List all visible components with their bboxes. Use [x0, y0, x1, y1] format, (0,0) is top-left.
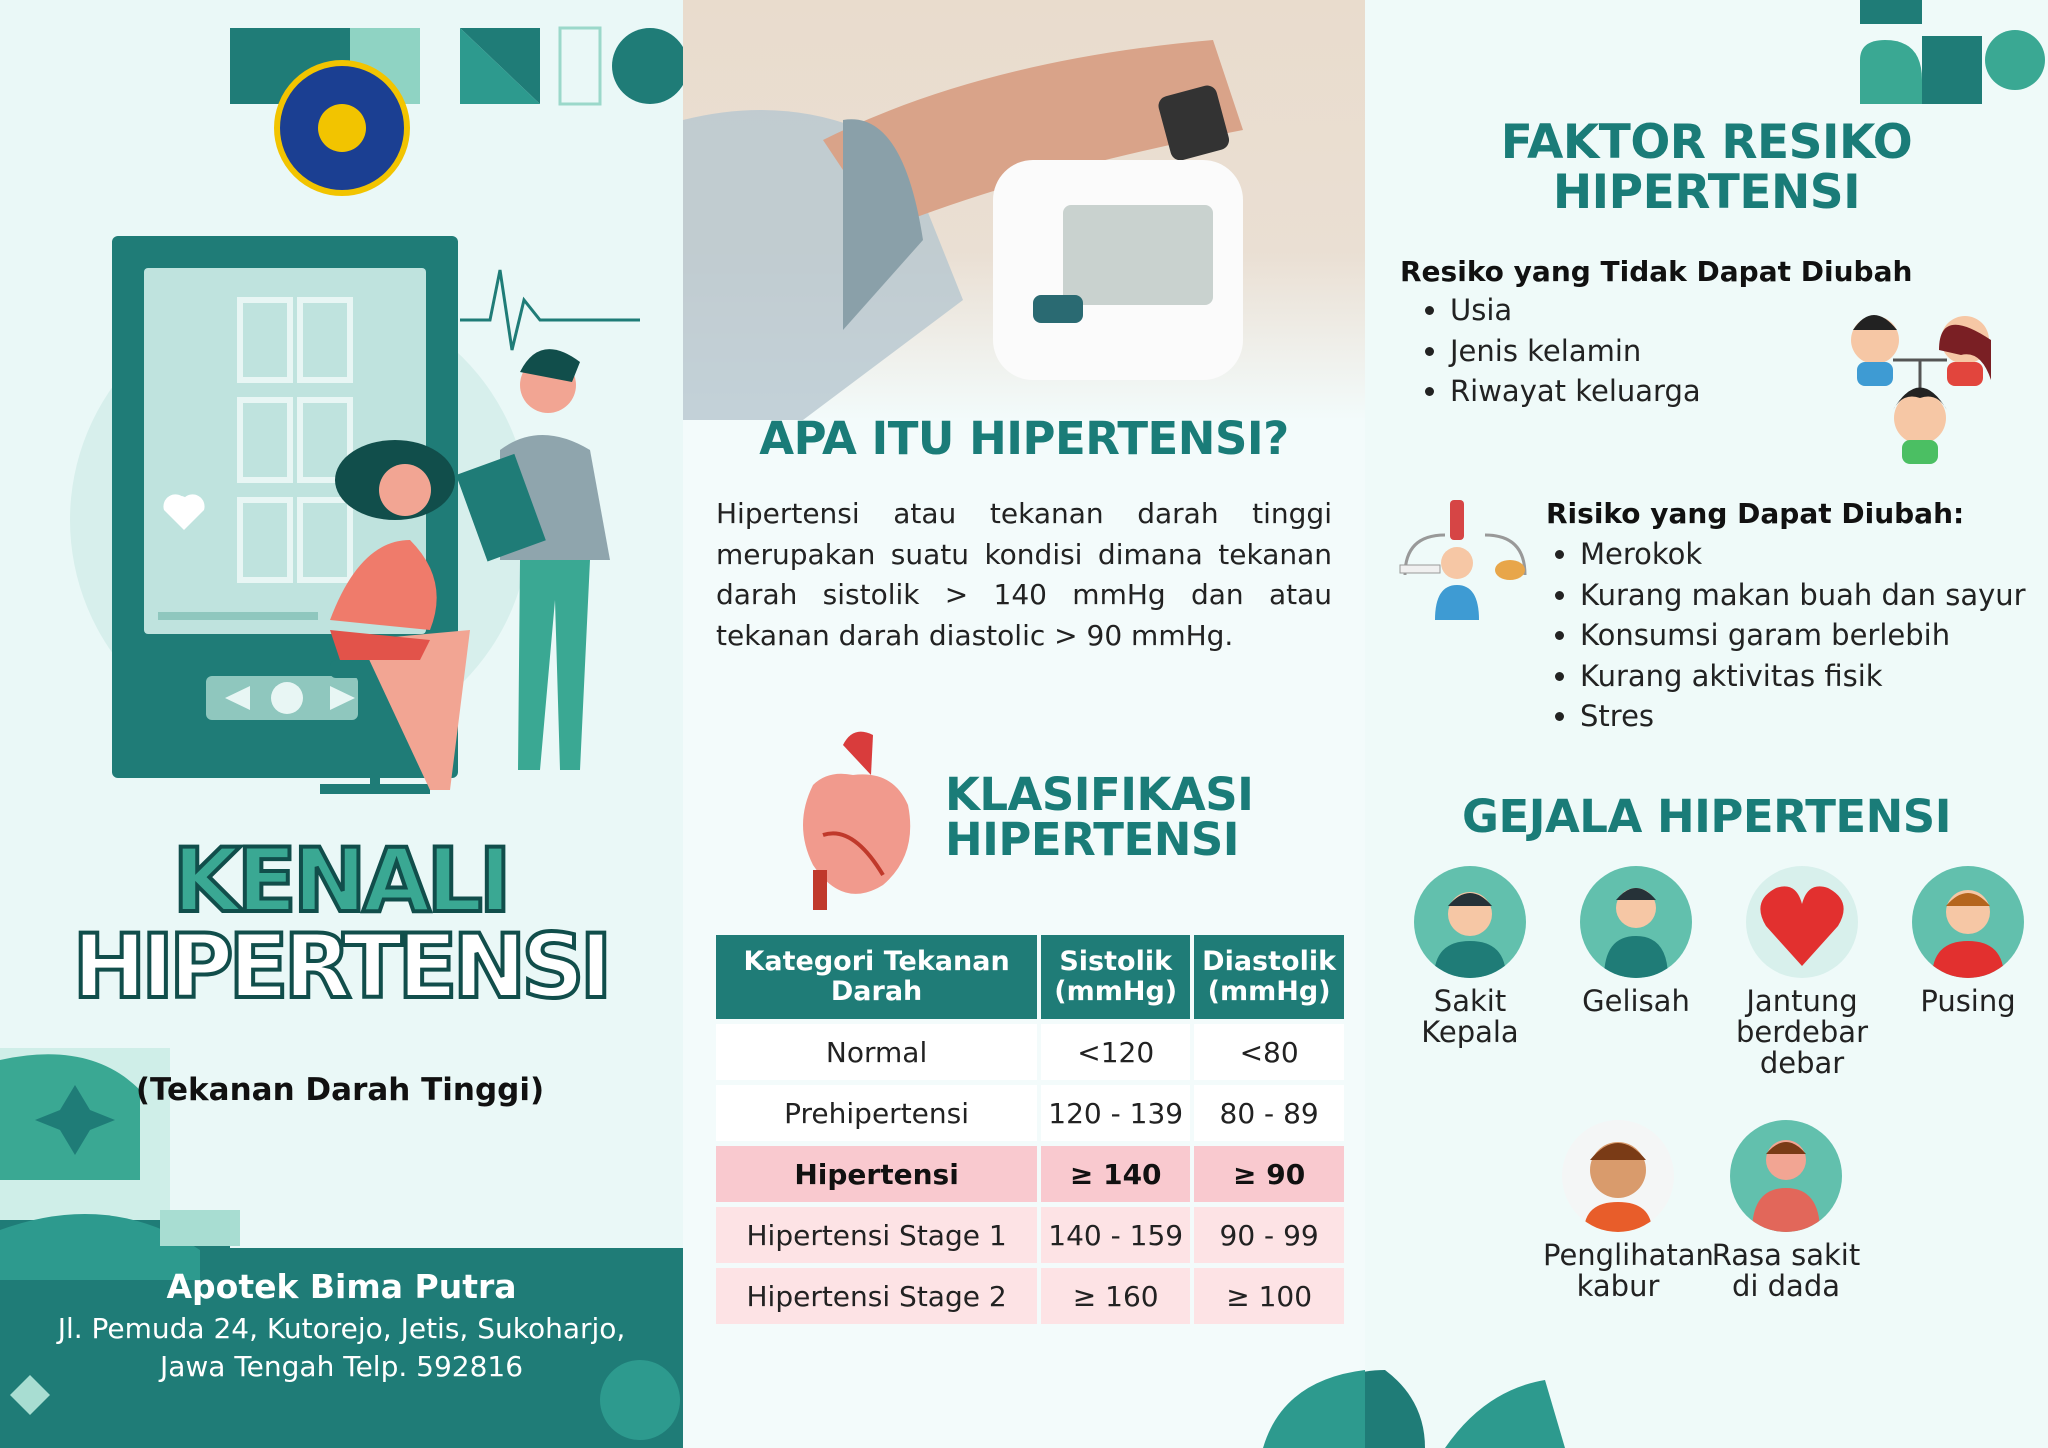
- classification-title-line2: HIPERTENSI: [945, 813, 1240, 866]
- modifiable-risk-list: [1530, 534, 2026, 737]
- table-cell: 120 - 139: [1041, 1085, 1190, 1141]
- table-cell: ≥ 90: [1194, 1146, 1344, 1202]
- symptom-label: Rasa sakit di dada: [1711, 1238, 1861, 1303]
- classification-title: [945, 768, 1254, 866]
- main-title: [60, 829, 620, 1018]
- chest-pain-icon: [1730, 1120, 1842, 1232]
- fixed-risk-title: Resiko yang Tidak Dapat Diubah: [1400, 255, 1913, 288]
- classification-table: [712, 930, 1348, 1329]
- list-item: • Stres: [1580, 696, 2026, 737]
- left-decor: [0, 0, 683, 1448]
- risk-title-line2: HIPERTENSI: [1552, 165, 1861, 220]
- fixed-risk-list: [1400, 290, 1701, 412]
- list-item: • Riwayat keluarga: [1450, 371, 1701, 412]
- list-item: • Jenis kelamin: [1450, 331, 1701, 372]
- family-icon: [1845, 300, 1995, 470]
- table-cell: ≥ 100: [1194, 1268, 1344, 1324]
- middle-panel: [683, 0, 1365, 1448]
- classification-title-line1: KLASIFIKASI: [945, 768, 1254, 821]
- subtitle: (Tekanan Darah Tinggi): [135, 1072, 545, 1108]
- beating-heart-icon: [1746, 866, 1858, 978]
- symptom-headache: [1395, 866, 1545, 1048]
- list-item: • Konsumsi garam berlebih: [1580, 615, 2026, 656]
- risk-title-line1: FAKTOR RESIKO: [1500, 115, 1913, 170]
- symptom-label: Pusing: [1920, 984, 2016, 1018]
- main-title-line1: KENALI: [172, 829, 508, 932]
- middle-bottom-decor: [683, 1360, 1365, 1448]
- table-row: [716, 1085, 1344, 1141]
- table-cell: ≥ 140: [1041, 1146, 1190, 1202]
- table-header: Kategori Tekanan Darah: [716, 935, 1037, 1019]
- symptom-anxious: [1561, 866, 1711, 1017]
- dizzy-person-icon: [1912, 866, 2024, 978]
- table-header: Diastolik (mmHg): [1194, 935, 1344, 1019]
- list-item: • Merokok: [1580, 534, 2026, 575]
- table-row: [716, 1268, 1344, 1324]
- table-cell: <80: [1194, 1024, 1344, 1080]
- table-cell: Hipertensi Stage 1: [716, 1207, 1037, 1263]
- table-cell: Hipertensi: [716, 1146, 1037, 1202]
- table-row: [716, 1024, 1344, 1080]
- bp-photo-art: [683, 0, 1365, 420]
- table-cell: ≥ 160: [1041, 1268, 1190, 1324]
- what-title: APA ITU HIPERTENSI?: [759, 412, 1289, 465]
- symptom-label: Sakit Kepala: [1421, 984, 1519, 1049]
- symptom-dizzy: [1893, 866, 2043, 1017]
- table-cell: 90 - 99: [1194, 1207, 1344, 1263]
- symptom-palpitations: [1727, 866, 1877, 1079]
- table-header-row: [716, 935, 1344, 1019]
- list-item: • Usia: [1450, 290, 1701, 331]
- list-item: • Kurang makan buah dan sayur: [1580, 575, 2026, 616]
- headache-icon: [1414, 866, 1526, 978]
- symptom-label: Jantung berdebar debar: [1735, 984, 1868, 1080]
- pharmacy-address-line1: Jl. Pemuda 24, Kutorejo, Jetis, Sukoharjo,: [57, 1312, 626, 1345]
- table-cell: 80 - 89: [1194, 1085, 1344, 1141]
- table-header: Sistolik (mmHg): [1041, 935, 1190, 1019]
- blurred-vision-icon: [1562, 1120, 1674, 1232]
- modifiable-risk-title: Risiko yang Dapat Diubah:: [1546, 497, 1965, 530]
- bp-photo: [683, 0, 1365, 420]
- symptom-chest-pain: [1711, 1120, 1861, 1302]
- risk-title: [1365, 115, 2048, 220]
- left-panel: [0, 0, 683, 1448]
- symptoms-title: GEJALA HIPERTENSI: [1462, 790, 1951, 843]
- symptom-blurred-vision: [1543, 1120, 1714, 1303]
- university-logo: [274, 60, 410, 196]
- pharmacy-name: Apotek Bima Putra: [166, 1267, 517, 1306]
- table-cell: Prehipertensi: [716, 1085, 1037, 1141]
- table-cell: Hipertensi Stage 2: [716, 1268, 1037, 1324]
- table-cell: 140 - 159: [1041, 1207, 1190, 1263]
- pharmacy-address-line2: Jawa Tengah Telp. 592816: [159, 1350, 524, 1383]
- lifestyle-risk-icon: [1395, 495, 1535, 625]
- what-body: Hipertensi atau tekanan darah tinggi merupakan suatu kondisi dimana tekanan darah sistolik > 140 mmHg dan atau tekanan darah diastolic > 90 mmHg.: [716, 497, 1332, 652]
- table-cell: <120: [1041, 1024, 1190, 1080]
- heart-icon: [793, 725, 923, 915]
- anxious-person-icon: [1580, 866, 1692, 978]
- table-row-highlight: [716, 1146, 1344, 1202]
- right-panel: [1365, 0, 2048, 1448]
- table-row: [716, 1207, 1344, 1263]
- main-title-line2: HIPERTENSI: [72, 915, 608, 1018]
- symptom-label: Penglihatan kabur: [1543, 1238, 1714, 1303]
- symptom-label: Gelisah: [1582, 984, 1690, 1018]
- list-item: • Kurang aktivitas fisik: [1580, 656, 2026, 697]
- table-cell: Normal: [716, 1024, 1037, 1080]
